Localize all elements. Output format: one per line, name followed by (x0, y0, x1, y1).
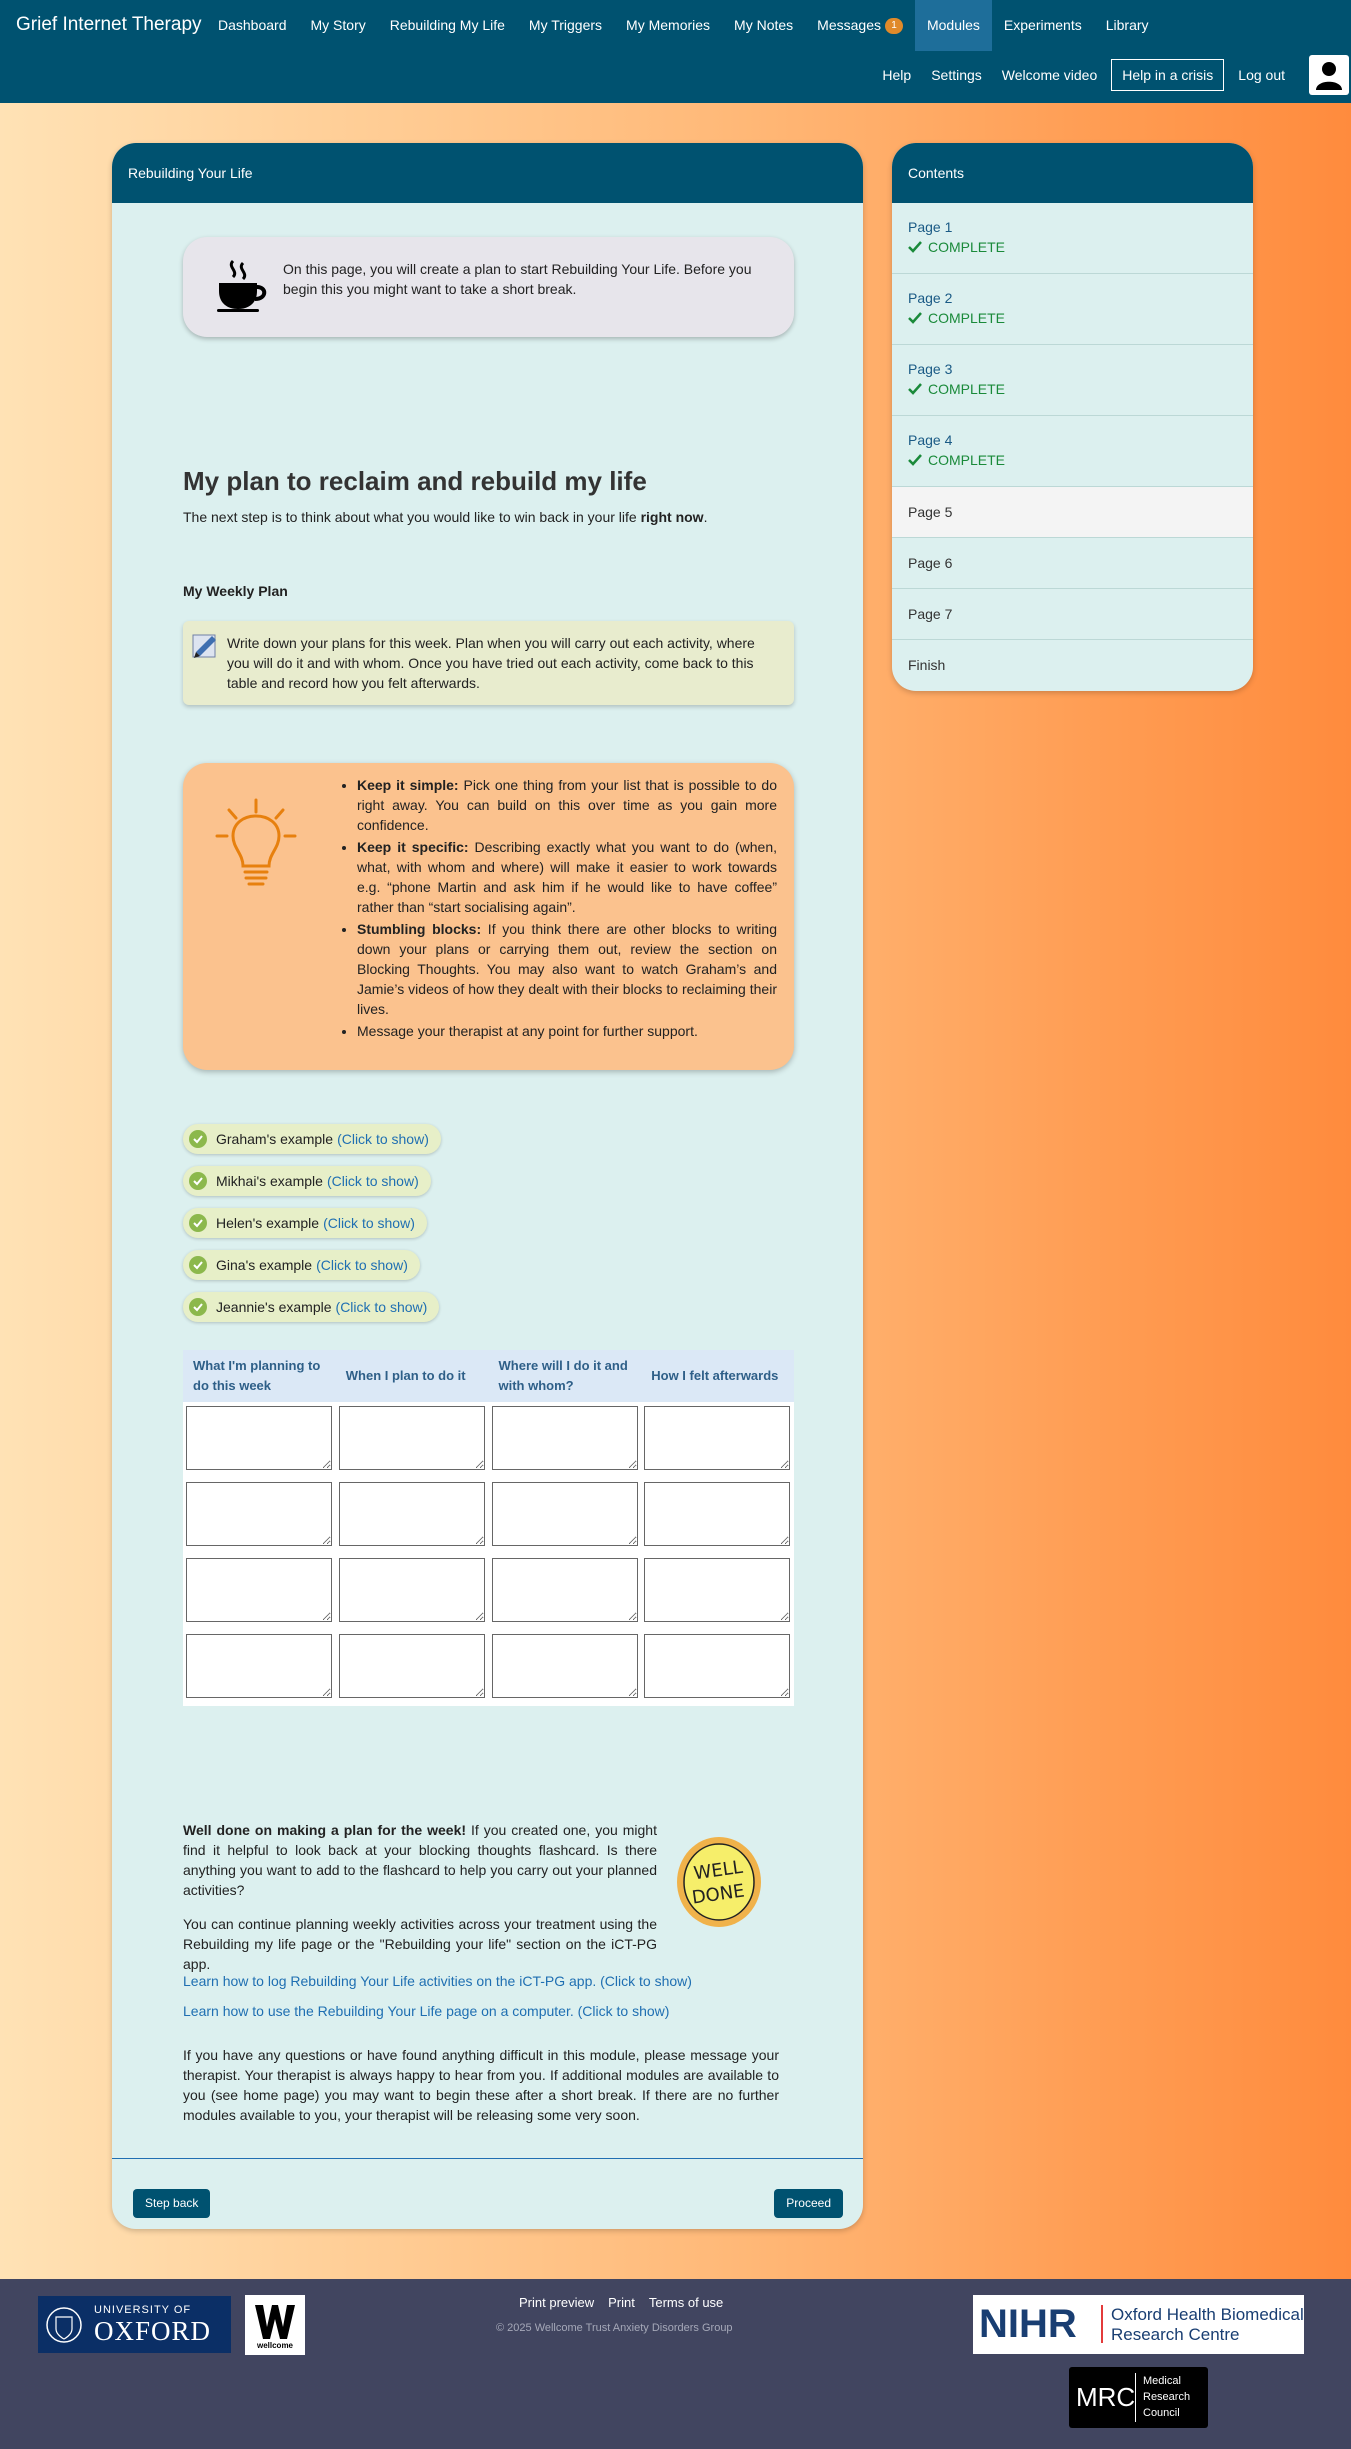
plan-felt-input[interactable] (644, 1634, 790, 1698)
contents-page-2[interactable] (892, 274, 1253, 345)
terms-link[interactable]: Terms of use (648, 2295, 724, 2310)
example-mikhai[interactable] (183, 1166, 431, 1196)
check-icon (189, 1130, 207, 1148)
wellcome-logo (245, 2295, 305, 2355)
check-icon (189, 1214, 207, 1232)
page-label: Page 4 (908, 432, 953, 448)
example-name: Gina's example (216, 1257, 313, 1273)
plan-where-input[interactable] (492, 1558, 638, 1622)
col-when: When I plan to do it (336, 1350, 489, 1402)
intro-end: . (703, 509, 708, 525)
complete-label: COMPLETE (928, 239, 1006, 255)
plan-where-input[interactable] (492, 1482, 638, 1546)
tip-message (357, 1021, 777, 1041)
complete-status (908, 381, 1253, 397)
click-to-show-link[interactable]: (Click to show) (326, 1173, 419, 1189)
plan-when-input[interactable] (339, 1634, 485, 1698)
contents-page-6[interactable]: Page 6 (892, 538, 1253, 589)
tip-stumbling-label: Stumbling blocks: (357, 921, 482, 937)
mrc-divider (1135, 2373, 1136, 2422)
contents-page-4[interactable] (892, 416, 1253, 487)
intro-text: The next step is to think about what you would like to win back in your life (183, 509, 641, 525)
tip-specific (357, 837, 777, 917)
table-cell (336, 1630, 489, 1706)
instruction-text: Write down your plans for this week. Plan when you will carry out each activity, where you will do it and with whom. Once you have tried out each activity, come back to this table and record how you felt afterwards. (227, 635, 755, 691)
table-row (183, 1630, 794, 1706)
table-cell (641, 1478, 794, 1554)
complete-status (908, 239, 1253, 255)
table-cell (336, 1478, 489, 1554)
wellcome-text: wellcome (256, 2341, 293, 2350)
nav-my-notes[interactable]: My Notes (734, 17, 794, 33)
nav-settings[interactable]: Settings (931, 67, 982, 83)
plan-when-input[interactable] (339, 1482, 485, 1546)
complete-label: COMPLETE (928, 381, 1006, 397)
oxford-line1: UNIVERSITY OF (94, 2304, 192, 2316)
example-name: Helen's example (216, 1215, 320, 1231)
plan-felt-input[interactable] (644, 1482, 790, 1546)
click-to-show-link[interactable]: (Click to show) (337, 1131, 429, 1147)
mrc-wordmark: MRC (1076, 2382, 1136, 2412)
top-navigation (0, 0, 1351, 103)
click-to-show-link[interactable]: (Click to show) (335, 1299, 428, 1315)
plan-activity-input[interactable] (186, 1634, 332, 1698)
nav-my-triggers[interactable]: My Triggers (528, 17, 603, 33)
checkmark-icon (908, 241, 922, 253)
oxford-crest-icon (44, 2301, 84, 2349)
contents-sidebar (892, 143, 1253, 691)
tip-stumbling (357, 919, 777, 1019)
plan-where-input[interactable] (492, 1406, 638, 1470)
example-name: Jeannie's example (216, 1299, 332, 1315)
footer-links (519, 2295, 723, 2310)
nihr-divider (1101, 2305, 1103, 2343)
contents-page-3[interactable] (892, 345, 1253, 416)
oxford-logo (38, 2296, 231, 2353)
check-icon (189, 1172, 207, 1190)
page-label: Page 1 (908, 219, 953, 235)
plan-heading: My plan to reclaim and rebuild my life (183, 466, 647, 496)
table-cell (641, 1630, 794, 1706)
table-cell (489, 1630, 642, 1706)
table-cell (336, 1402, 489, 1478)
plan-felt-input[interactable] (644, 1406, 790, 1470)
nav-modules[interactable]: Modules (915, 0, 992, 51)
col-planning: What I'm planning to do this week (183, 1350, 336, 1402)
nihr-logo (973, 2295, 1304, 2354)
site-footer (0, 2279, 1351, 2449)
table-header-row (183, 1350, 794, 1402)
learn-computer-link[interactable]: Learn how to use the Rebuilding Your Life page on a computer. (Click to show) (183, 2003, 670, 2019)
complete-status (908, 310, 1253, 326)
table-cell (641, 1554, 794, 1630)
panel-title: Rebuilding Your Life (112, 143, 863, 203)
nav-experiments[interactable]: Experiments (1003, 17, 1082, 33)
nav-my-story[interactable]: My Story (310, 17, 366, 33)
nihr-sub1: Oxford Health Biomedical (1111, 2305, 1304, 2324)
plan-activity-input[interactable] (186, 1558, 332, 1622)
tip-message-text: Message your therapist at any point for further support. (357, 1023, 698, 1039)
example-helen[interactable] (183, 1208, 427, 1238)
table-row (183, 1478, 794, 1554)
plan-when-input[interactable] (339, 1406, 485, 1470)
check-icon (189, 1298, 207, 1316)
plan-felt-input[interactable] (644, 1558, 790, 1622)
user-icon (1315, 60, 1343, 90)
badge-word-1: WELL (692, 1856, 745, 1885)
nav-dashboard[interactable]: Dashboard (218, 17, 287, 33)
table-row (183, 1554, 794, 1630)
contents-page-7[interactable]: Page 7 (892, 589, 1253, 640)
print-link[interactable]: Print (608, 2295, 635, 2310)
tip-simple-label: Keep it simple: (357, 777, 459, 793)
lightbulb-icon (211, 798, 301, 898)
break-text: On this page, you will create a plan to start Rebuilding Your Life. Before you begin this you might want to take a short break. (283, 261, 752, 297)
tips-list (357, 775, 777, 1043)
tip-simple (357, 775, 777, 835)
tip-simple-text: Pick one thing from your list that is possible to do right away. You can build on this over time as you gain more confidence. (357, 777, 777, 833)
mrc-logo (1069, 2367, 1208, 2428)
contents-finish[interactable]: Finish (908, 657, 946, 673)
tip-stumbling-text: If you think there are other blocks to writing down your plans or carrying them out, review the section on Blocking Thoughts. You may also want to watch Graham’s and Jamie’s videos of how they dealt with their blocks to reclaiming their lives. (357, 921, 777, 1017)
copyright-text: © 2025 Wellcome Trust Anxiety Disorders Group (496, 2322, 733, 2334)
col-where: Where will I do it and with whom? (489, 1350, 642, 1402)
table-cell (183, 1402, 336, 1478)
example-name: Mikhai's example (216, 1173, 323, 1189)
contents-title: Contents (892, 143, 1253, 203)
table-cell (489, 1402, 642, 1478)
tip-specific-text: Describing exactly what you want to do (when, what, with whom and where) will make it easier to work towards e.g. “phone Martin and ask him if he would like to have coffee” rather than “start socialising again”. (357, 839, 777, 915)
checkmark-icon (908, 312, 922, 324)
panel-footer (112, 2158, 863, 2229)
plan-when-input[interactable] (339, 1558, 485, 1622)
help-in-crisis-button[interactable]: Help in a crisis (1111, 59, 1224, 91)
click-to-show-link[interactable]: (Click to show) (316, 1257, 408, 1273)
tip-specific-label: Keep it specific: (357, 839, 469, 855)
col-felt: How I felt afterwards (641, 1350, 794, 1402)
plan-activity-input[interactable] (186, 1482, 332, 1546)
checkmark-icon (908, 383, 922, 395)
table-cell (183, 1630, 336, 1706)
print-preview-link[interactable]: Print preview (519, 2295, 595, 2310)
check-icon (189, 1256, 207, 1274)
weekly-plan-title: My Weekly Plan (183, 583, 288, 599)
plan-where-input[interactable] (492, 1634, 638, 1698)
plan-activity-input[interactable] (186, 1406, 332, 1470)
step-back-button[interactable]: Step back (133, 2189, 210, 2218)
brand-title[interactable]: Grief Internet Therapy (16, 14, 202, 35)
contents-page-1[interactable] (892, 203, 1253, 274)
well-done-badge-icon (675, 1834, 763, 1930)
well-done-bold: Well done on making a plan for the week! (183, 1822, 467, 1838)
table-cell (489, 1554, 642, 1630)
mrc-sub-1: Medical (1143, 2375, 1181, 2387)
coffee-cup-icon (215, 259, 267, 313)
primary-nav (206, 0, 1161, 51)
weekly-plan-table (183, 1350, 794, 1706)
example-gina[interactable] (183, 1250, 420, 1280)
page-label: Page 2 (908, 290, 953, 306)
table-cell (336, 1554, 489, 1630)
nav-my-memories[interactable]: My Memories (626, 17, 711, 33)
messages-count-badge: 1 (885, 18, 903, 34)
nav-welcome-video[interactable]: Welcome video (1001, 67, 1098, 83)
wellcome-w-icon (245, 2299, 305, 2345)
nihr-sub2: Research Centre (1111, 2325, 1240, 2344)
mrc-sub-2: Research (1143, 2391, 1191, 2403)
writing-pen-icon (190, 630, 220, 660)
complete-status (908, 452, 1253, 468)
oxford-line2: OXFORD (94, 2316, 212, 2346)
user-avatar[interactable] (1309, 55, 1349, 95)
example-graham[interactable] (183, 1124, 441, 1154)
nav-logout[interactable]: Log out (1238, 67, 1285, 83)
table-row (183, 1402, 794, 1478)
complete-label: COMPLETE (928, 452, 1006, 468)
badge-word-2: DONE (690, 1880, 746, 1909)
table-cell (183, 1554, 336, 1630)
nav-messages-label: Messages (817, 17, 881, 33)
page-label: Page 3 (908, 361, 953, 377)
nihr-wordmark: NIHR (979, 2302, 1077, 2346)
example-name: Graham's example (216, 1131, 334, 1147)
learn-app-link[interactable]: Learn how to log Rebuilding Your Life activities on the iCT-PG app. (Click to show) (183, 1973, 692, 1989)
break-notice (183, 237, 794, 337)
example-jeannie[interactable] (183, 1292, 439, 1322)
nav-help[interactable]: Help (882, 67, 912, 83)
table-cell (641, 1402, 794, 1478)
tips-box (183, 763, 794, 1070)
table-cell (183, 1478, 336, 1554)
proceed-button[interactable]: Proceed (774, 2189, 843, 2218)
continue-paragraph: You can continue planning weekly activities across your treatment using the Rebuilding my life page or the "Rebuilding your life" section on the iCT-PG app. (183, 1916, 657, 1972)
examples-list (183, 1124, 441, 1334)
nav-messages[interactable] (805, 0, 915, 51)
well-done-body: If you created one, you might find it helpful to look back at your blocking thoughts flashcard. Is there anything you want to add to the flashcard to help you carry out your planned activities? (183, 1822, 657, 1898)
well-done-paragraph (183, 1820, 657, 1900)
click-to-show-link[interactable]: (Click to show) (323, 1215, 415, 1231)
closing-text: If you have any questions or have found anything difficult in this module, please message your therapist. Your therapist is always happy to hear from you. If additional modules are available to you (see home page) you may want to begin these after a short break. If there are no further modules available to you, your therapist will be releasing some very soon. (183, 2047, 779, 2123)
intro-bold: right now (640, 509, 704, 525)
checkmark-icon (908, 454, 922, 466)
plan-intro (183, 509, 707, 525)
well-done-section (183, 1820, 657, 1988)
complete-label: COMPLETE (928, 310, 1006, 326)
instruction-box (183, 621, 794, 705)
table-cell (489, 1478, 642, 1554)
secondary-nav (872, 58, 1295, 92)
nav-library[interactable]: Library (1105, 17, 1149, 33)
mrc-sub-3: Council (1143, 2407, 1180, 2419)
nav-rebuilding-my-life[interactable]: Rebuilding My Life (389, 17, 505, 33)
contents-page-5[interactable]: Page 5 (892, 487, 1253, 538)
module-panel (112, 143, 863, 2229)
